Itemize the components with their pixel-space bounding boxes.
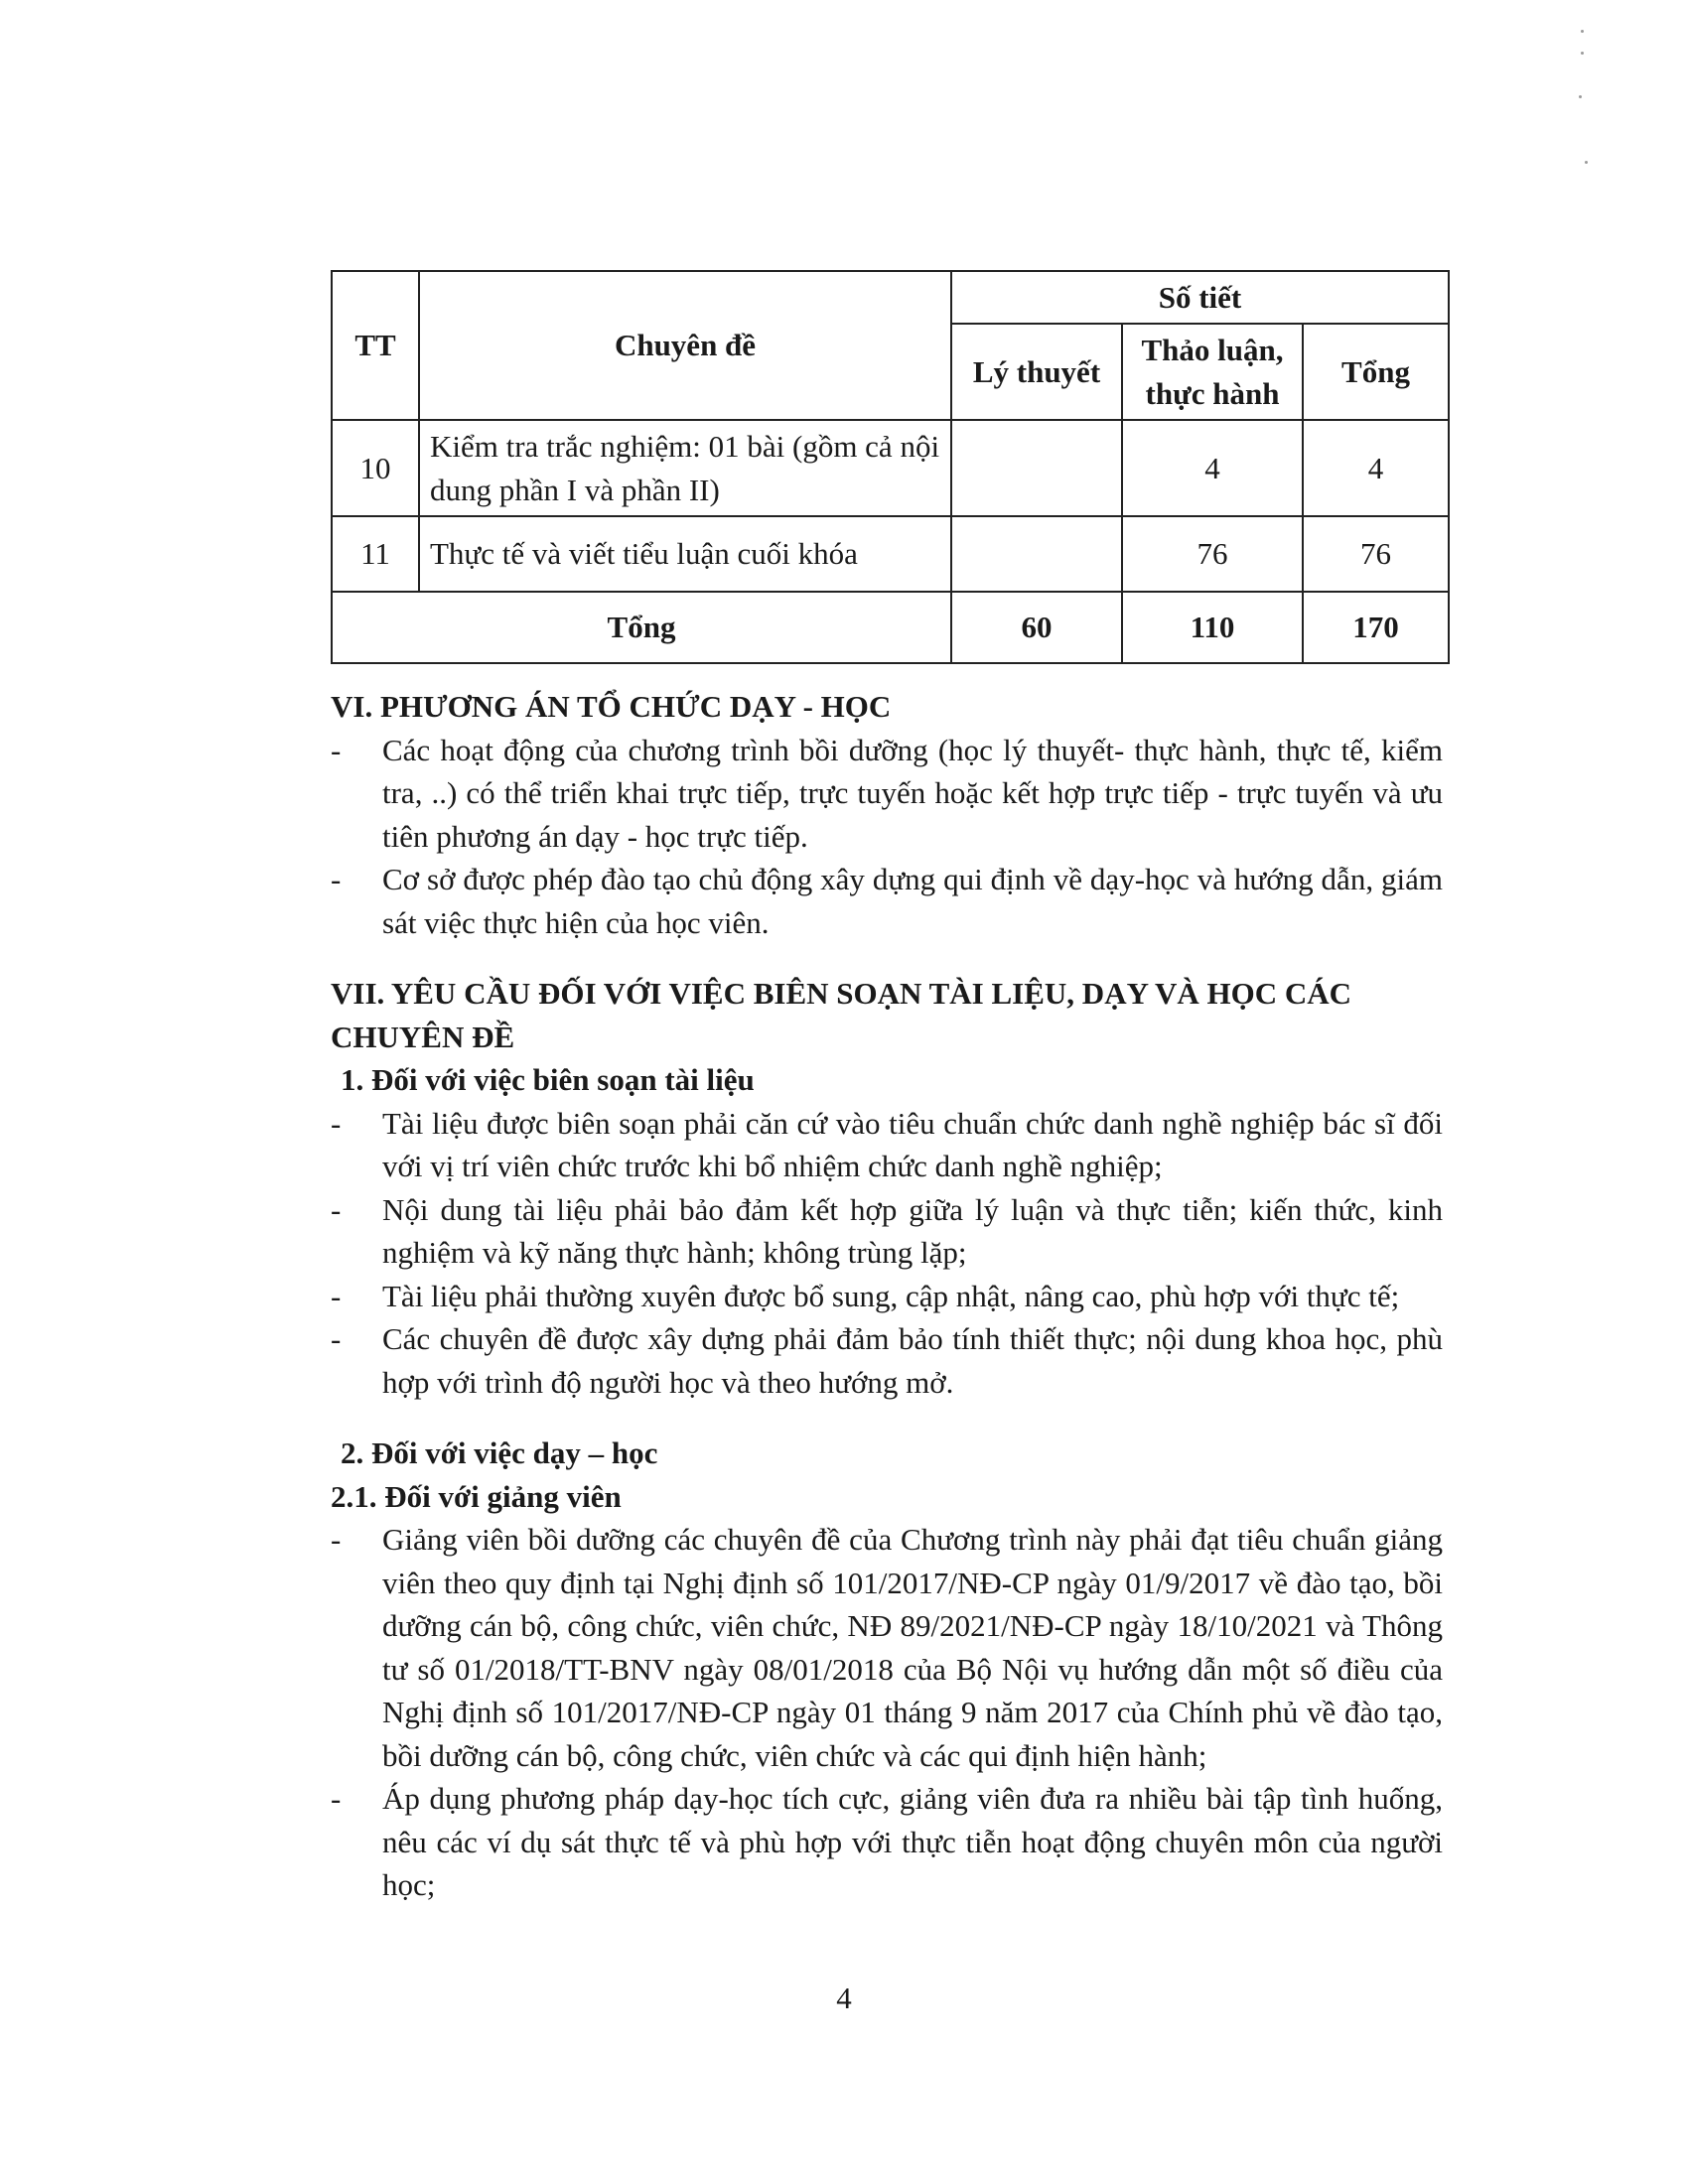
subsection-2-1-heading: 2.1. Đối với giảng viên <box>331 1478 622 1514</box>
header-theory: Lý thuyết <box>951 324 1122 420</box>
section-6-list <box>331 729 1443 945</box>
cell-practice: 4 <box>1122 420 1303 516</box>
list-item-text: Nội dung tài liệu phải bảo đảm kết hợp giữa lý luận và thực tiễn; kiến thức, kinh nghiệm và kỹ năng thực hành; không trùng lặp; <box>382 1191 1443 1270</box>
list-item <box>331 858 1443 944</box>
cell-total: 76 <box>1303 516 1449 592</box>
list-item <box>331 1777 1443 1907</box>
scan-speck <box>1579 95 1582 98</box>
subsection-1-list <box>331 1102 1443 1405</box>
sum-total: 170 <box>1303 592 1449 663</box>
list-item-text: Tài liệu được biên soạn phải căn cứ vào tiêu chuẩn chức danh nghề nghiệp bác sĩ đối với vị trí viên chức trước khi bổ nhiệm chức danh nghề nghiệp; <box>382 1105 1443 1183</box>
list-item <box>331 1518 1443 1777</box>
header-tt: TT <box>332 271 419 420</box>
lesson-hours-table <box>331 270 1450 664</box>
list-item <box>331 1317 1443 1404</box>
list-item-text: Áp dụng phương pháp dạy-học tích cực, giảng viên đưa ra nhiều bài tập tình huống, nêu các ví dụ sát thực tế và phù hợp với thực tiễn hoạt động chuyên môn của người học; <box>382 1781 1443 1902</box>
header-lesson-count: Số tiết <box>951 271 1449 324</box>
subsection-2-heading: 2. Đối với việc dạy – học <box>341 1435 658 1470</box>
header-practice: Thảo luận, thực hành <box>1122 324 1303 420</box>
cell-theory <box>951 420 1122 516</box>
dash-bullet: - <box>331 1321 342 1356</box>
dash-bullet: - <box>331 1781 342 1816</box>
document-body <box>331 685 1443 1907</box>
dash-bullet: - <box>331 862 342 896</box>
list-item-text: Các hoạt động của chương trình bồi dưỡng (học lý thuyết- thực hành, thực tế, kiểm tra, ..) có thể triển khai trực tiếp, trực tuyến hoặc kết hợp trực tiếp - trực tuyến và ưu tiên phương án dạy - học trực tiếp. <box>382 732 1443 854</box>
sum-practice: 110 <box>1122 592 1303 663</box>
header-topic: Chuyên đề <box>419 271 951 420</box>
section-6-heading: VI. PHƯƠNG ÁN TỔ CHỨC DẠY - HỌC <box>331 689 892 724</box>
section-7-heading: VII. YÊU CẦU ĐỐI VỚI VIỆC BIÊN SOẠN TÀI LIỆU, DẠY VÀ HỌC CÁC CHUYÊN ĐỀ <box>331 976 1352 1054</box>
dash-bullet: - <box>331 1278 342 1313</box>
scan-speck <box>1585 161 1588 164</box>
subsection-2-1-list <box>331 1518 1443 1907</box>
cell-total: 4 <box>1303 420 1449 516</box>
cell-tt: 10 <box>332 420 419 516</box>
table-row <box>332 420 1449 516</box>
dash-bullet: - <box>331 732 342 767</box>
cell-topic: Kiểm tra trắc nghiệm: 01 bài (gồm cả nội dung phần I và phần II) <box>419 420 951 516</box>
cell-tt: 11 <box>332 516 419 592</box>
list-item <box>331 729 1443 859</box>
dash-bullet: - <box>331 1522 342 1557</box>
table-header-row <box>332 271 1449 324</box>
header-total: Tổng <box>1303 324 1449 420</box>
table-row <box>332 516 1449 592</box>
table-sum-row <box>332 592 1449 663</box>
list-item-text: Các chuyên đề được xây dựng phải đảm bảo tính thiết thực; nội dung khoa học, phù hợp với trình độ người học và theo hướng mở. <box>382 1321 1443 1400</box>
list-item <box>331 1102 1443 1188</box>
list-item <box>331 1188 1443 1275</box>
subsection-1-heading: 1. Đối với việc biên soạn tài liệu <box>341 1062 755 1097</box>
sum-theory: 60 <box>951 592 1122 663</box>
dash-bullet: - <box>331 1105 342 1141</box>
scan-speck <box>1581 52 1584 55</box>
list-item-text: Cơ sở được phép đào tạo chủ động xây dựng qui định về dạy-học và hướng dẫn, giám sát việc thực hiện của học viên. <box>382 862 1443 940</box>
scan-speck <box>1581 30 1584 33</box>
cell-theory <box>951 516 1122 592</box>
cell-practice: 76 <box>1122 516 1303 592</box>
list-item-text: Giảng viên bồi dưỡng các chuyên đề của Chương trình này phải đạt tiêu chuẩn giảng viên theo quy định tại Nghị định số 101/2017/NĐ-CP ngày 01/9/2017 về đào tạo, bồi dưỡng cán bộ, công chức, viên chức, NĐ 89/2021/NĐ-CP ngày 18/10/2021 và Thông tư số 01/2018/TT-BNV ngày 08/01/2018 của Bộ Nội vụ hướng dẫn một số điều của Nghị định số 101/2017/NĐ-CP ngày 01 tháng 9 năm 2017 của Chính phủ về đào tạo, bồi dưỡng cán bộ, công chức, viên chức và các qui định hiện hành; <box>382 1522 1443 1773</box>
cell-topic: Thực tế và viết tiểu luận cuối khóa <box>419 516 951 592</box>
dash-bullet: - <box>331 1191 342 1227</box>
list-item <box>331 1275 1443 1318</box>
list-item-text: Tài liệu phải thường xuyên được bổ sung, cập nhật, nâng cao, phù hợp với thực tế; <box>382 1278 1400 1313</box>
sum-label: Tổng <box>332 592 951 663</box>
page-number: 4 <box>836 1980 852 2015</box>
